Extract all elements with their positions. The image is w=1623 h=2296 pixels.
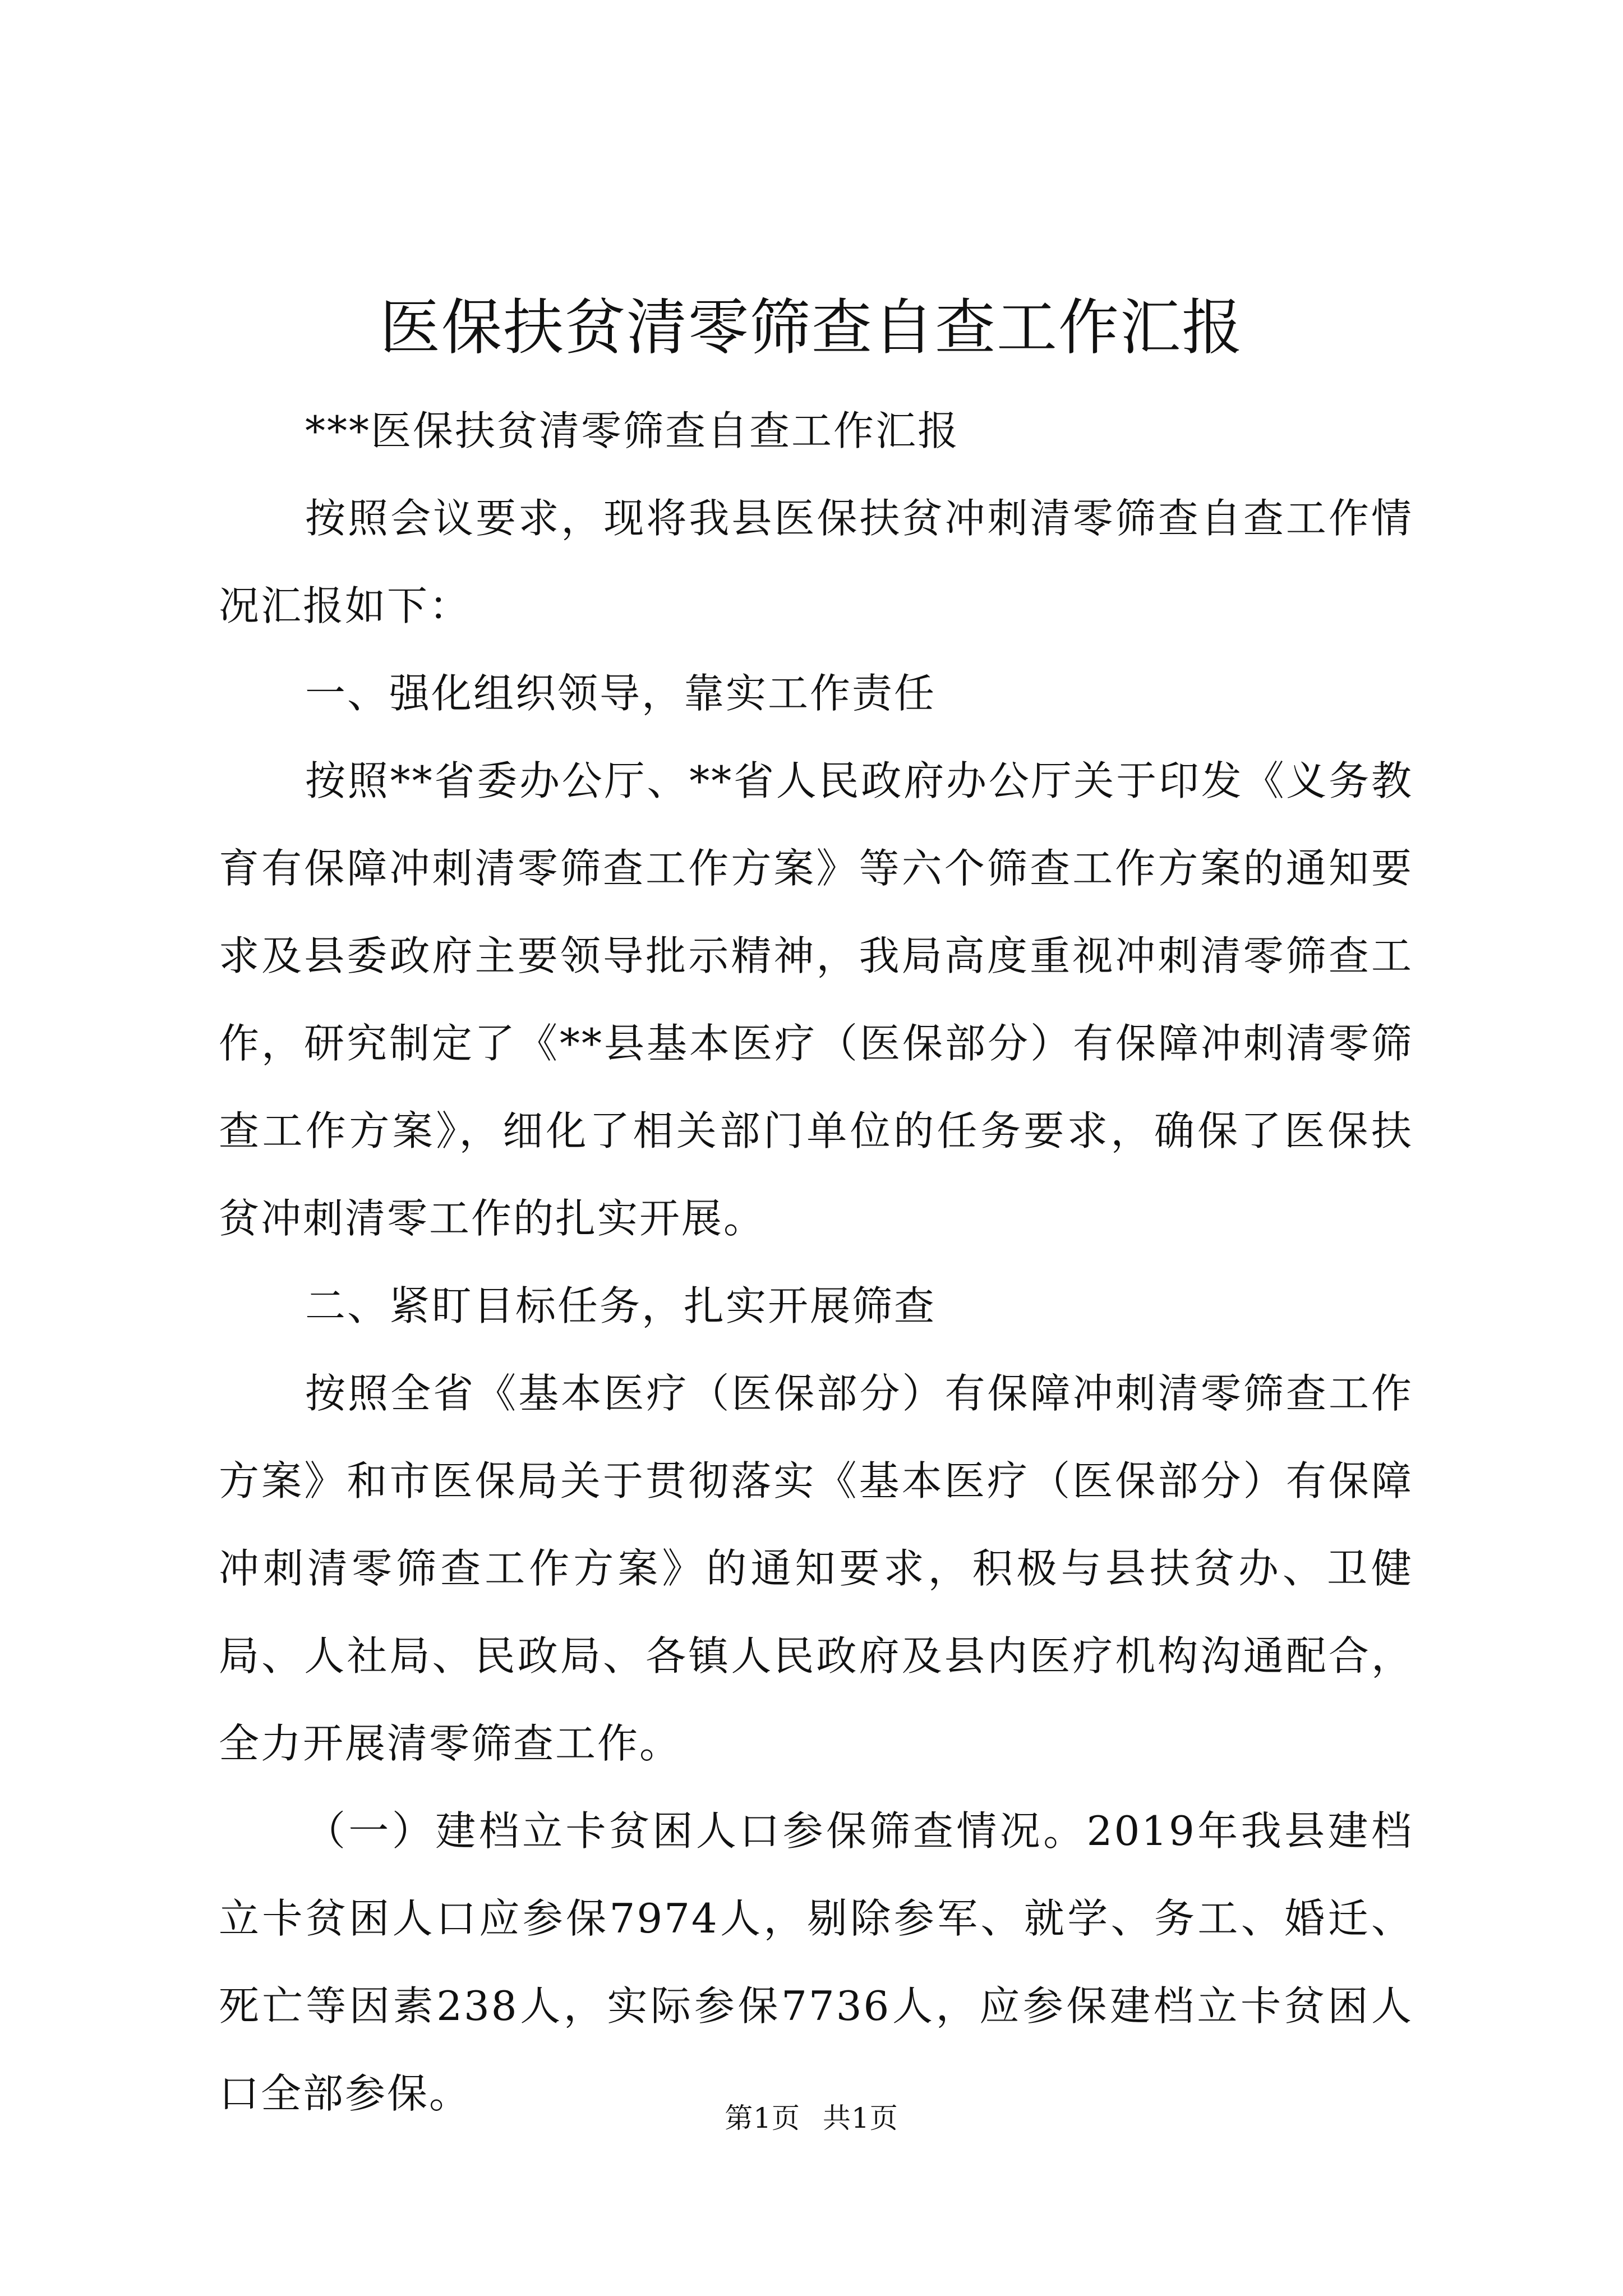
- section-heading-1: 一、强化组织领导，靠实工作责任: [305, 670, 937, 717]
- page-number-total: 共1页: [823, 2102, 898, 2134]
- document-body: [219, 387, 1413, 2137]
- document-title: 医保扶贫清零筛查自查工作汇报: [379, 293, 1243, 363]
- paragraph-section-1: 按照**省委办公厅、**省人民政府办公厅关于印发《义务教育有保障冲刺清零筛查工作方案》等六个筛查工作方案的通知要求及县委政府主要领导批示精神，我局高度重视冲刺清零筛查工作，研究制定了《**县基本医疗（医保部分）有保障冲刺清零筛查工作方案》，细化了相关部门单位的任务要求，确保了医保扶贫冲刺清零工作的扎实开展。: [219, 757, 1413, 1242]
- page-footer: [0, 2101, 1623, 2135]
- paragraph-section-2: 按照全省《基本医疗（医保部分）有保障冲刺清零筛查工作方案》和市医保局关于贯彻落实《基本医疗（医保部分）有保障冲刺清零筛查工作方案》的通知要求，积极与县扶贫办、卫健局、人社局、民政局、各镇人民政府及县内医疗机构沟通配合，全力开展清零筛查工作。: [219, 1370, 1413, 1767]
- paragraph-subtitle: ***医保扶贫清零筛查自查工作汇报: [305, 407, 960, 454]
- page-number-current: 第1页: [725, 2102, 800, 2134]
- paragraph-intro: 按照会议要求，现将我县医保扶贫冲刺清零筛查自查工作情况汇报如下：: [219, 495, 1413, 629]
- section-heading-2: 二、紧盯目标任务，扎实开展筛查: [305, 1282, 937, 1329]
- paragraph-subsection-1: （一）建档立卡贫困人口参保筛查情况。2019年我县建档立卡贫困人口应参保7974人，剔除参军、就学、务工、婚迁、死亡等因素238人，实际参保7736人，应参保建档立卡贫困人口全部参保。: [219, 1807, 1413, 2117]
